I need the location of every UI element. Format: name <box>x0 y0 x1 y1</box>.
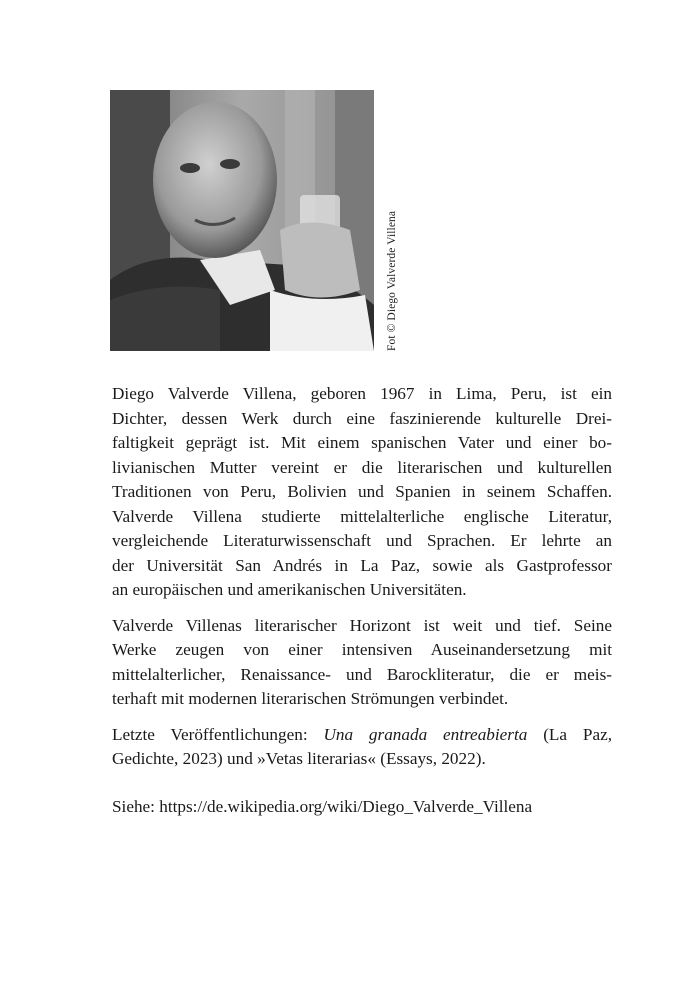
author-bio <box>112 382 612 830</box>
publication-detail: (La Paz, <box>527 724 613 744</box>
bio-reference <box>112 795 612 820</box>
text-line: Dichter, dessen Werk durch eine faszinierende kulturelle Drei- <box>112 408 612 428</box>
photo-credit: Fot © Diego Valverde Villena <box>386 210 398 351</box>
text-line <box>112 723 612 748</box>
portrait-photo-icon <box>110 90 374 351</box>
text-line: Valverde Villena studierte mittelalterliche englische Literatur, <box>112 506 612 526</box>
bio-paragraph-1 <box>112 382 612 603</box>
author-photo <box>110 90 374 351</box>
text-line: Traditionen von Peru, Bolivien und Spanien in seinem Schaffen. <box>112 482 612 501</box>
text-line: Werke zeugen von einer intensiven Auseinandersetzung mit <box>112 640 612 659</box>
text-line: der Universität San Andrés in La Paz, sowie als Gastprofessor <box>112 555 612 575</box>
text-line: Diego Valverde Villena, geboren 1967 in Lima, Peru, ist ein <box>112 384 612 403</box>
bio-paragraph-2 <box>112 614 612 712</box>
bio-publications <box>112 723 612 772</box>
text-line: Gedichte, 2023) und »Vetas literarias« (Essays, 2022). <box>112 749 486 768</box>
publications-prefix: Letzte Veröffentlichungen: <box>112 724 324 744</box>
text-line: terhaft mit modernen literarischen Strömungen verbindet. <box>112 689 509 708</box>
text-line: livianischen Mutter vereint er die literarischen und kulturellen <box>112 457 612 477</box>
text-line: mittelalterlicher, Renaissance- und Barockliteratur, die er meis- <box>112 664 612 684</box>
text-line: faltigkeit geprägt ist. Mit einem spanischen Vater und einer bo- <box>112 433 612 452</box>
publication-title: Una granada entreabierta <box>323 724 528 744</box>
text-line: an europäischen und amerikanischen Universitäten. <box>112 580 467 599</box>
text-line: Valverde Villenas literarischer Horizont ist weit und tief. Seine <box>112 615 612 635</box>
wikipedia-reference: Siehe: https://de.wikipedia.org/wiki/Diego_Valverde_Villena <box>112 796 533 816</box>
text-line: vergleichende Literaturwissenschaft und Sprachen. Er lehrte an <box>112 531 612 550</box>
